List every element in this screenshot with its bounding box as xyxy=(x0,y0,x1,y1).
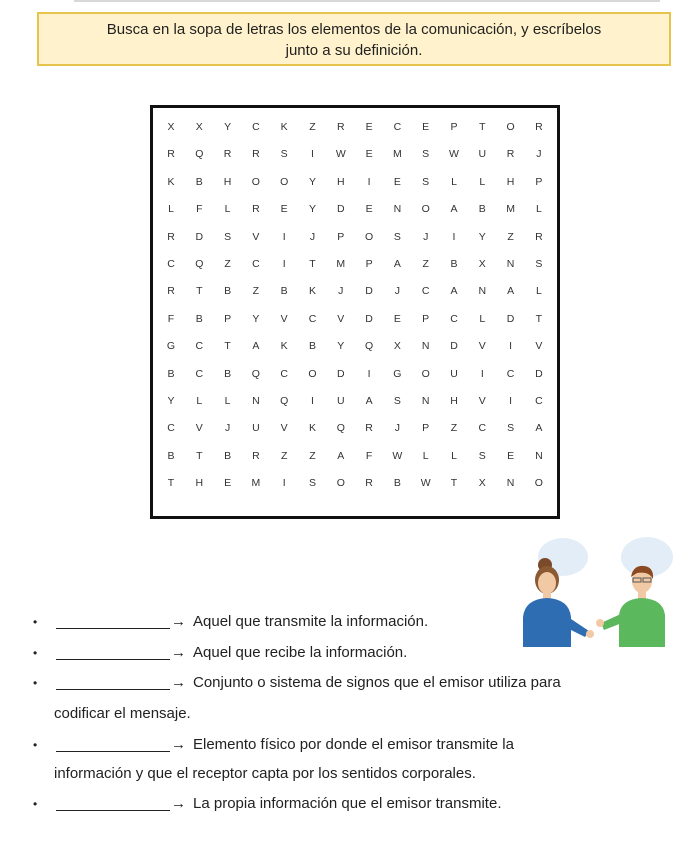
grid-letter[interactable]: H xyxy=(506,175,515,188)
grid-letter[interactable]: I xyxy=(452,230,456,243)
bullet: • xyxy=(33,615,38,629)
grid-letter[interactable]: Z xyxy=(507,230,514,243)
grid-letter[interactable]: D xyxy=(337,203,345,216)
grid-letter[interactable]: L xyxy=(422,449,429,462)
arrow: → xyxy=(171,795,186,812)
grid-letter[interactable]: J xyxy=(536,148,542,161)
grid-letter[interactable]: Y xyxy=(224,121,232,133)
grid-row xyxy=(153,309,557,329)
grid-letter[interactable]: P xyxy=(337,230,345,243)
grid-letter[interactable]: M xyxy=(393,148,402,161)
grid-letter[interactable]: G xyxy=(393,367,402,380)
grid-letter[interactable]: E xyxy=(365,121,373,133)
grid-letter[interactable]: J xyxy=(423,230,429,243)
grid-letter[interactable]: V xyxy=(337,312,345,325)
grid-letter[interactable]: Z xyxy=(280,449,288,462)
grid-letter[interactable]: H xyxy=(450,395,458,407)
grid-letter[interactable]: G xyxy=(166,340,176,353)
grid-letter[interactable]: B xyxy=(195,175,203,188)
grid-letter[interactable]: U xyxy=(478,148,487,161)
grid-letter[interactable]: C xyxy=(280,367,288,380)
grid-letter[interactable]: O xyxy=(534,477,543,490)
grid-letter[interactable]: D xyxy=(337,367,345,380)
grid-row xyxy=(153,446,557,466)
grid-letter[interactable]: B xyxy=(393,477,401,490)
grid-letter[interactable]: O xyxy=(280,175,289,188)
grid-letter[interactable]: L xyxy=(168,203,174,216)
grid-letter[interactable]: X xyxy=(478,477,486,490)
grid-letter[interactable]: T xyxy=(167,477,175,490)
grid-letter[interactable]: S xyxy=(478,449,486,462)
arrow: → xyxy=(171,613,186,630)
grid-letter[interactable]: W xyxy=(335,148,346,161)
grid-letter[interactable]: R xyxy=(535,230,543,243)
grid-letter[interactable]: T xyxy=(224,340,231,353)
grid-letter[interactable]: J xyxy=(224,422,231,435)
grid-letter[interactable]: T xyxy=(479,121,486,133)
grid-letter[interactable]: E xyxy=(280,203,288,216)
grid-letter[interactable]: A xyxy=(535,422,543,435)
grid-letter[interactable]: N xyxy=(252,395,260,407)
grid-letter[interactable]: F xyxy=(196,203,203,216)
grid-letter[interactable]: T xyxy=(196,449,203,462)
grid-letter[interactable]: U xyxy=(252,422,260,435)
grid-letter[interactable]: V xyxy=(478,395,486,407)
grid-letter[interactable]: N xyxy=(535,449,543,462)
grid-letter[interactable]: R xyxy=(167,285,175,298)
arrow: → xyxy=(171,644,186,661)
grid-letter[interactable]: P xyxy=(450,121,458,133)
grid-letter[interactable]: R xyxy=(252,203,260,216)
grid-letter[interactable]: A xyxy=(507,285,515,298)
grid-letter[interactable]: W xyxy=(392,449,403,462)
grid-letter[interactable]: C xyxy=(195,367,204,380)
instruction-line-1: Busca en la sopa de letras los elementos de la comunicación, y escríbelos xyxy=(106,21,602,38)
grid-letter[interactable]: V xyxy=(280,422,288,435)
man-figure xyxy=(596,566,665,647)
grid-letter[interactable]: I xyxy=(282,477,286,490)
grid-letter[interactable]: Y xyxy=(337,340,345,353)
grid-letter[interactable]: R xyxy=(365,477,373,490)
grid-letter[interactable]: C xyxy=(478,422,487,435)
grid-row xyxy=(153,391,557,411)
definition-text: La propia información que el emisor transmite. xyxy=(193,795,502,812)
grid-letter[interactable]: H xyxy=(223,175,232,188)
grid-letter[interactable]: O xyxy=(421,367,430,380)
grid-letter[interactable]: V xyxy=(280,312,288,325)
grid-row xyxy=(153,364,557,384)
grid-letter[interactable]: Y xyxy=(478,230,486,243)
grid-letter[interactable]: C xyxy=(252,258,260,270)
grid-letter[interactable]: R xyxy=(506,148,515,161)
bullet: • xyxy=(33,738,38,752)
grid-letter[interactable]: R xyxy=(252,449,260,462)
answer-blank[interactable] xyxy=(56,643,170,660)
grid-letter[interactable]: C xyxy=(421,285,430,298)
grid-letter[interactable]: L xyxy=(479,312,486,325)
grid-letter[interactable]: B xyxy=(224,285,232,298)
grid-letter[interactable]: I xyxy=(367,367,371,380)
definition-text: Aquel que transmite la información. xyxy=(193,613,429,630)
grid-letter[interactable]: E xyxy=(507,449,515,462)
grid-letter[interactable]: S xyxy=(535,258,543,270)
grid-letter[interactable]: O xyxy=(308,367,317,380)
grid-letter[interactable]: L xyxy=(535,285,542,298)
grid-letter[interactable]: S xyxy=(422,148,430,161)
grid-letter[interactable]: B xyxy=(450,258,458,270)
grid-letter[interactable]: E xyxy=(224,477,232,490)
grid-letter[interactable]: C xyxy=(535,395,543,407)
grid-letter[interactable]: I xyxy=(480,367,484,380)
definition-text: Elemento físico por donde el emisor transmite la xyxy=(193,736,514,753)
grid-letter[interactable]: X xyxy=(195,121,203,133)
bullet: • xyxy=(33,646,38,660)
grid-letter[interactable]: C xyxy=(195,340,204,353)
grid-row xyxy=(153,336,557,356)
grid-letter[interactable]: W xyxy=(420,477,431,490)
grid-letter[interactable]: B xyxy=(224,449,232,462)
grid-letter[interactable]: I xyxy=(367,175,371,188)
grid-letter[interactable]: T xyxy=(450,477,458,490)
grid-letter[interactable]: J xyxy=(309,230,316,243)
grid-letter[interactable]: D xyxy=(535,367,543,380)
grid-letter[interactable]: Q xyxy=(280,395,289,407)
grid-letter[interactable]: B xyxy=(280,285,288,298)
grid-letter[interactable]: A xyxy=(450,203,458,216)
grid-letter[interactable]: R xyxy=(167,148,175,161)
grid-letter[interactable]: Z xyxy=(224,258,231,270)
grid-letter[interactable]: Z xyxy=(450,422,458,435)
grid-letter[interactable]: T xyxy=(309,258,316,270)
grid-letter[interactable]: I xyxy=(509,340,513,353)
answer-blank[interactable] xyxy=(56,612,170,629)
grid-letter[interactable]: R xyxy=(167,230,175,243)
grid-letter[interactable]: C xyxy=(252,121,260,133)
answer-blank[interactable] xyxy=(56,673,170,690)
grid-letter[interactable]: S xyxy=(280,148,288,161)
grid-letter[interactable]: L xyxy=(224,395,231,407)
grid-row xyxy=(153,117,557,137)
grid-letter[interactable]: B xyxy=(167,449,175,462)
grid-row xyxy=(153,418,557,438)
grid-letter[interactable]: N xyxy=(421,340,430,353)
grid-letter[interactable]: Q xyxy=(195,258,204,270)
grid-letter[interactable]: M xyxy=(506,203,515,216)
grid-letter[interactable]: E xyxy=(393,312,401,325)
grid-letter[interactable]: H xyxy=(195,477,204,490)
grid-letter[interactable]: D xyxy=(365,312,373,325)
grid-letter[interactable]: L xyxy=(451,449,457,462)
definition-continuation: información y que el receptor capta por los sentidos corporales. xyxy=(54,765,476,782)
grid-letter[interactable]: B xyxy=(224,367,232,380)
top-divider xyxy=(74,0,660,2)
grid-letter[interactable]: A xyxy=(252,340,260,353)
grid-letter[interactable]: A xyxy=(393,258,401,270)
grid-row xyxy=(153,281,557,301)
grid-letter[interactable]: T xyxy=(196,285,203,298)
grid-letter[interactable]: J xyxy=(338,285,344,298)
grid-letter[interactable]: H xyxy=(337,175,345,188)
grid-letter[interactable]: N xyxy=(506,258,515,270)
grid-letter[interactable]: R xyxy=(223,148,232,161)
grid-letter[interactable]: R xyxy=(337,121,345,133)
grid-letter[interactable]: S xyxy=(308,477,316,490)
grid-letter[interactable]: I xyxy=(509,395,513,407)
arrow: → xyxy=(171,674,186,691)
grid-letter[interactable]: B xyxy=(308,340,316,353)
arrow: → xyxy=(171,736,186,753)
grid-letter[interactable]: N xyxy=(393,203,402,216)
grid-letter[interactable]: M xyxy=(251,477,261,490)
grid-letter[interactable]: D xyxy=(506,312,515,325)
grid-letter[interactable]: P xyxy=(422,312,430,325)
grid-letter[interactable]: K xyxy=(167,175,175,188)
grid-letter[interactable]: R xyxy=(535,121,543,133)
grid-letter[interactable]: V xyxy=(252,230,260,243)
answer-blank[interactable] xyxy=(56,794,170,811)
grid-letter[interactable]: N xyxy=(421,395,430,407)
grid-letter[interactable]: L xyxy=(451,175,457,188)
grid-letter[interactable]: C xyxy=(167,422,175,435)
grid-letter[interactable]: J xyxy=(394,422,401,435)
grid-letter[interactable]: Q xyxy=(365,340,374,353)
definition-text: Conjunto o sistema de signos que el emisor utiliza para xyxy=(193,674,561,691)
grid-letter[interactable]: O xyxy=(365,230,374,243)
grid-letter[interactable]: A xyxy=(337,449,345,462)
grid-letter[interactable]: N xyxy=(506,477,515,490)
grid-letter[interactable]: O xyxy=(251,175,260,188)
grid-letter[interactable]: L xyxy=(196,395,203,407)
grid-letter[interactable]: D xyxy=(195,230,204,243)
grid-letter[interactable]: K xyxy=(280,121,288,133)
grid-letter[interactable]: Y xyxy=(308,203,316,216)
grid-letter[interactable]: I xyxy=(282,230,286,243)
grid-letter[interactable]: K xyxy=(308,285,316,298)
grid-letter[interactable]: B xyxy=(195,312,203,325)
grid-letter[interactable]: O xyxy=(506,121,515,133)
grid-letter[interactable]: I xyxy=(311,395,314,407)
grid-letter[interactable]: L xyxy=(535,203,542,216)
grid-letter[interactable]: Z xyxy=(422,258,429,270)
grid-row xyxy=(153,254,557,274)
grid-letter[interactable]: P xyxy=(224,312,232,325)
grid-letter[interactable]: Z xyxy=(252,285,260,298)
grid-letter[interactable]: C xyxy=(308,312,317,325)
definition-text: Aquel que recibe la información. xyxy=(193,644,408,661)
grid-letter[interactable]: D xyxy=(450,340,458,353)
grid-letter[interactable]: B xyxy=(167,367,175,380)
instruction-line-2: junto a su definición. xyxy=(285,42,423,59)
grid-letter[interactable]: A xyxy=(365,395,373,407)
grid-letter[interactable]: S xyxy=(393,395,401,407)
grid-letter[interactable]: S xyxy=(224,230,232,243)
grid-letter[interactable]: V xyxy=(535,340,543,353)
grid-letter[interactable]: S xyxy=(393,230,401,243)
grid-row xyxy=(153,473,557,493)
grid-letter[interactable]: X xyxy=(167,121,175,133)
grid-letter[interactable]: P xyxy=(365,258,373,270)
grid-letter[interactable]: S xyxy=(422,175,430,188)
grid-letter[interactable]: R xyxy=(252,148,260,161)
grid-letter[interactable]: O xyxy=(336,477,345,490)
bullet: • xyxy=(33,676,38,690)
grid-letter[interactable]: E xyxy=(365,148,373,161)
bullet: • xyxy=(33,797,38,811)
instruction-box xyxy=(37,12,671,66)
grid-row xyxy=(153,199,557,219)
grid-letter[interactable]: U xyxy=(337,395,345,407)
grid-letter[interactable]: C xyxy=(167,258,175,270)
grid-row xyxy=(153,172,557,192)
grid-letter[interactable]: F xyxy=(167,312,175,325)
definition-continuation: codificar el mensaje. xyxy=(54,705,191,722)
grid-letter[interactable]: C xyxy=(393,121,402,133)
grid-letter[interactable]: X xyxy=(478,258,486,270)
grid-letter[interactable]: L xyxy=(224,203,231,216)
grid-letter[interactable]: Y xyxy=(308,175,316,188)
grid-letter[interactable]: E xyxy=(393,175,401,188)
word-search-grid xyxy=(150,105,560,519)
grid-letter[interactable]: Z xyxy=(309,449,316,462)
grid-letter[interactable]: V xyxy=(195,422,203,435)
grid-letter[interactable]: C xyxy=(506,367,515,380)
grid-letter[interactable]: K xyxy=(280,340,288,353)
grid-letter[interactable]: E xyxy=(365,203,373,216)
grid-letter[interactable]: B xyxy=(478,203,486,216)
grid-letter[interactable]: T xyxy=(535,312,543,325)
grid-row xyxy=(153,227,557,247)
grid-letter[interactable]: I xyxy=(311,148,314,161)
grid-row xyxy=(153,144,557,164)
grid-letter[interactable]: P xyxy=(422,422,430,435)
grid-letter[interactable]: O xyxy=(421,203,430,216)
grid-letter[interactable]: J xyxy=(394,285,401,298)
grid-letter[interactable]: F xyxy=(365,449,373,462)
grid-letter[interactable]: Q xyxy=(195,148,204,161)
grid-letter[interactable]: N xyxy=(478,285,487,298)
grid-letter[interactable]: Y xyxy=(252,312,260,325)
grid-letter[interactable]: R xyxy=(365,422,373,435)
grid-letter[interactable]: W xyxy=(449,148,459,161)
grid-letter[interactable]: I xyxy=(282,258,286,270)
grid-letter[interactable]: D xyxy=(365,285,373,298)
grid-letter[interactable]: P xyxy=(535,175,543,188)
grid-letter[interactable]: U xyxy=(450,367,458,380)
grid-letter[interactable]: S xyxy=(507,422,515,435)
grid-letter[interactable]: V xyxy=(478,340,486,353)
grid-letter[interactable]: A xyxy=(450,285,458,298)
grid-letter[interactable]: C xyxy=(450,312,458,325)
grid-letter[interactable]: L xyxy=(479,175,486,188)
two-people-talking-illustration xyxy=(505,535,677,647)
grid-letter[interactable]: X xyxy=(393,340,401,353)
grid-letter[interactable]: E xyxy=(422,121,430,133)
grid-letter[interactable]: M xyxy=(336,258,346,270)
answer-blank[interactable] xyxy=(56,735,170,752)
grid-letter[interactable]: Y xyxy=(167,395,175,407)
grid-letter[interactable]: Z xyxy=(309,121,316,133)
grid-letter[interactable]: K xyxy=(308,422,316,435)
grid-letter[interactable]: Q xyxy=(251,367,260,380)
grid-letter[interactable]: Q xyxy=(336,422,345,435)
